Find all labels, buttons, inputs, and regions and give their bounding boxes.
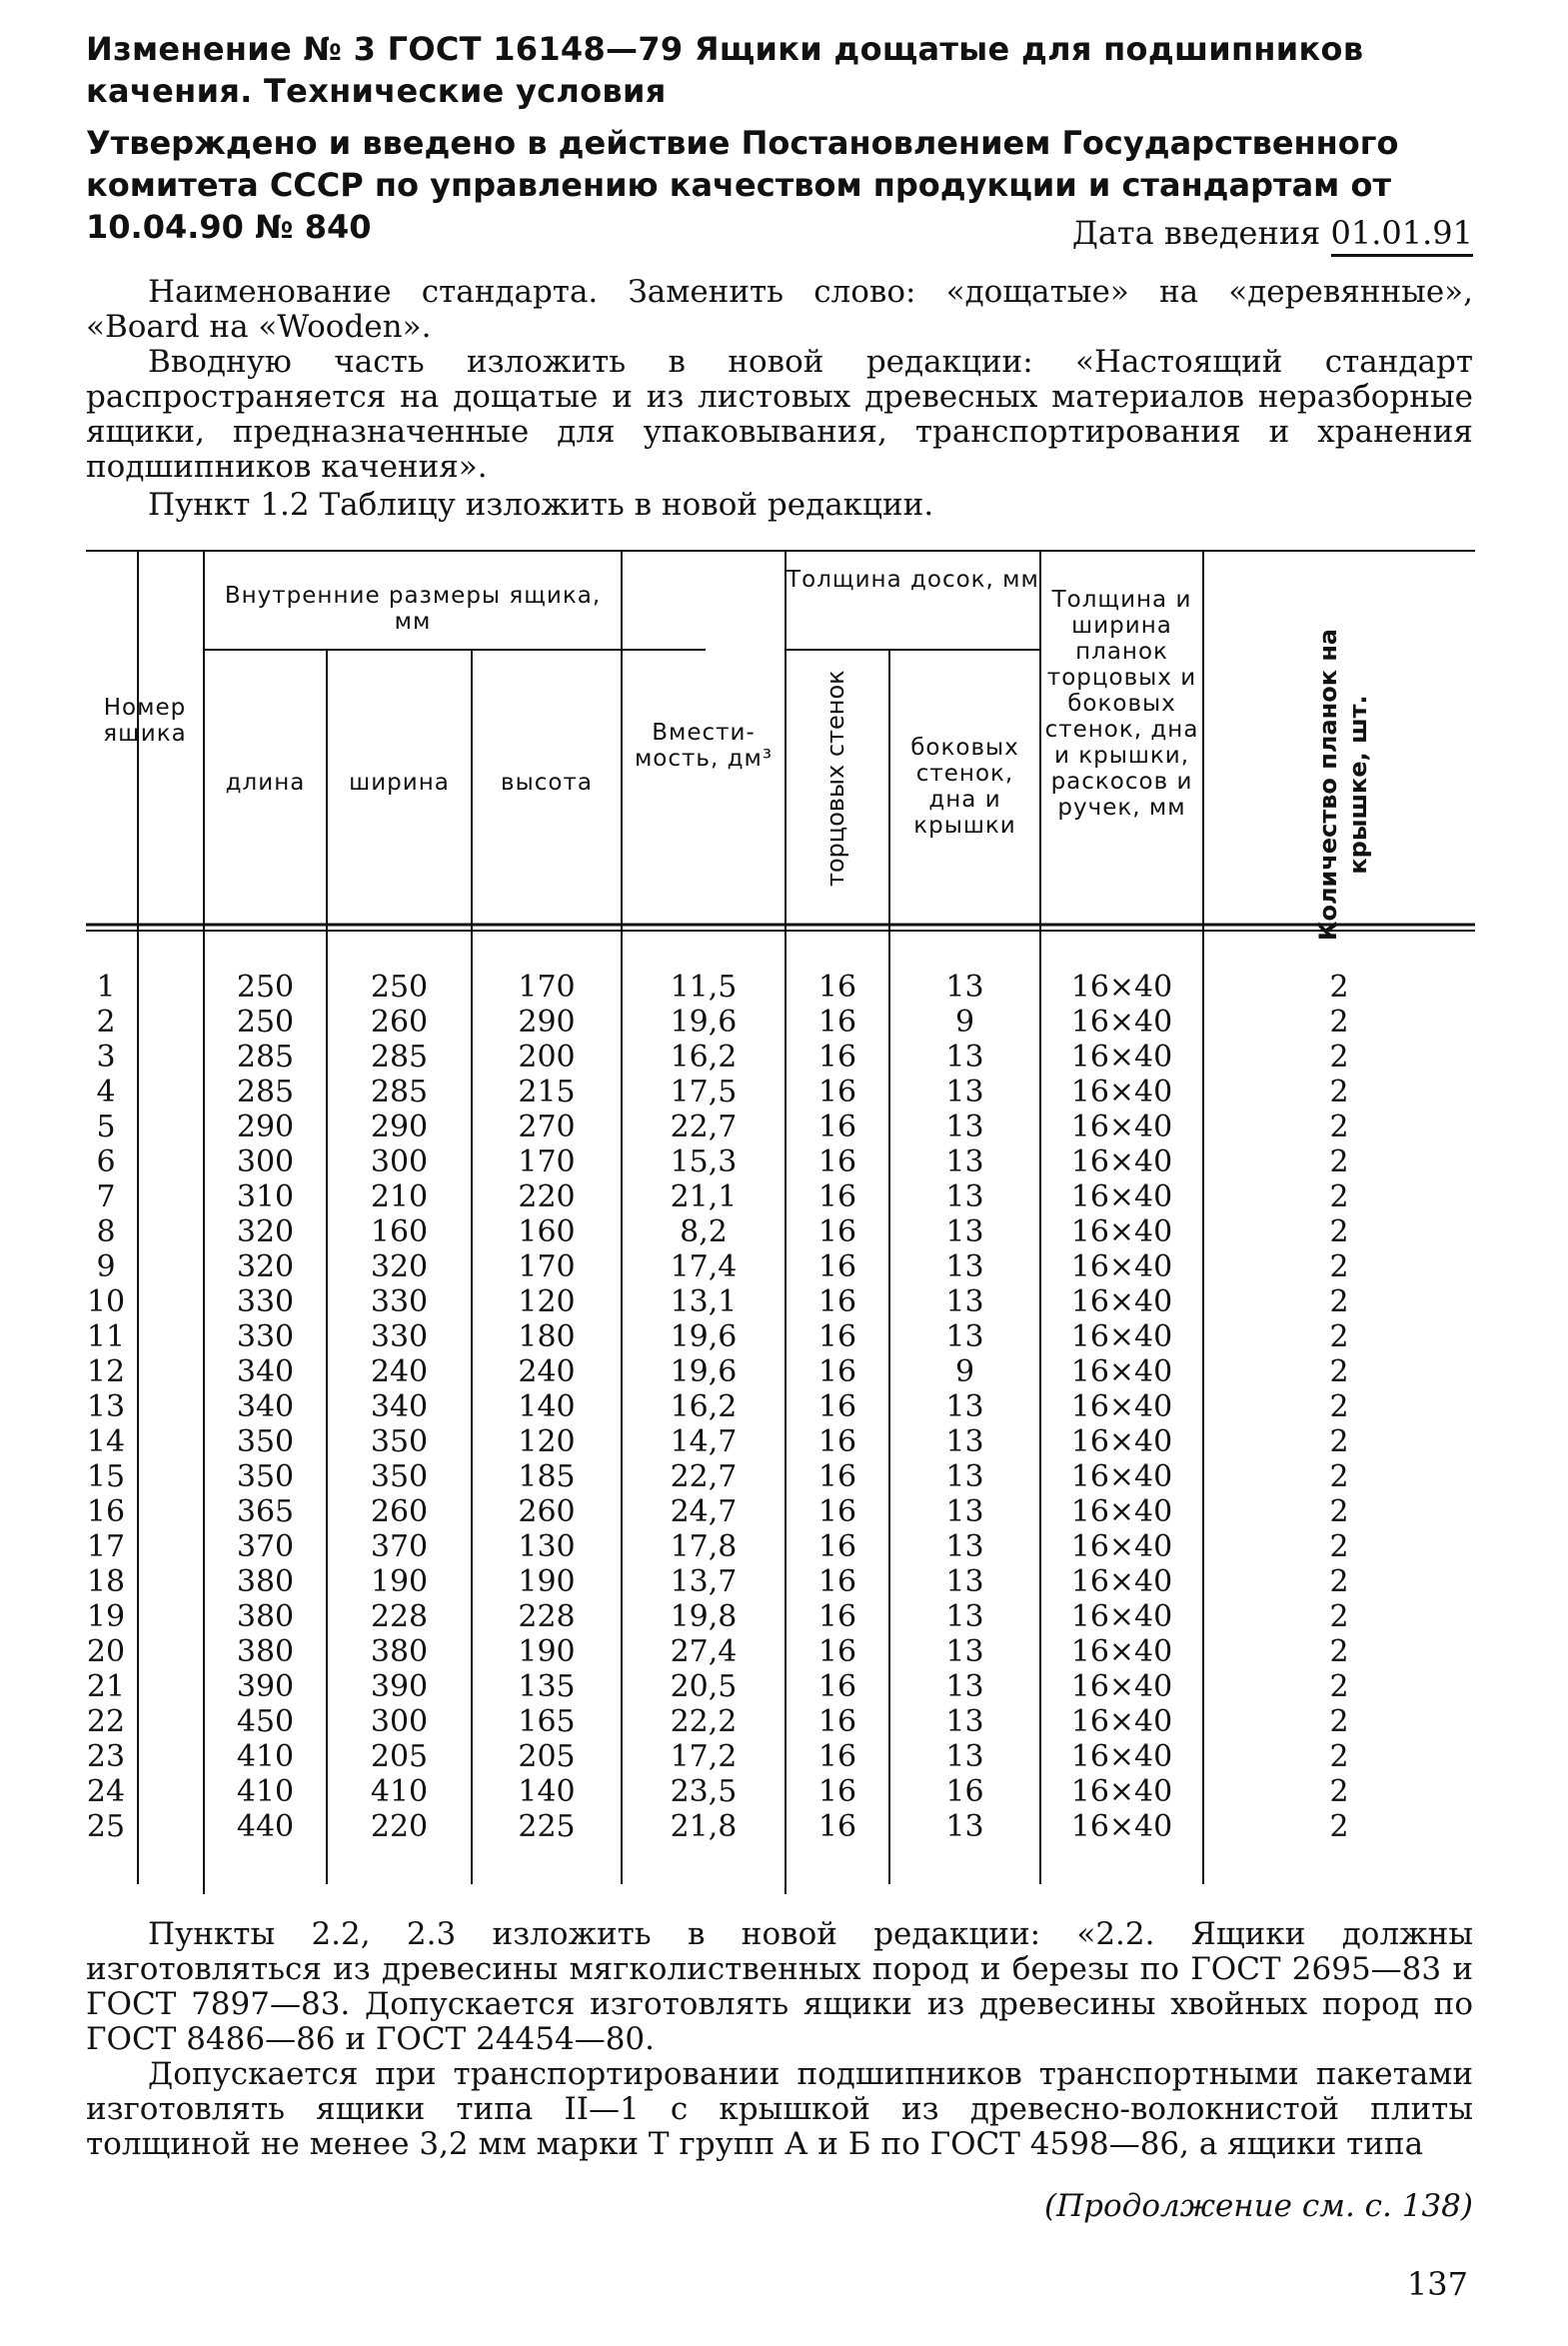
table-row	[86, 1739, 1475, 1774]
cell-end-walls: 16	[817, 1809, 857, 1844]
cell-number: 8	[96, 1214, 116, 1249]
cell-end-walls: 16	[817, 1284, 857, 1319]
cell-number: 3	[96, 1040, 116, 1075]
cell-side-walls: 13	[945, 1494, 984, 1529]
cell-length: 250	[236, 970, 295, 1005]
cell-capacity: 27,4	[670, 1634, 738, 1669]
cell-number: 20	[86, 1634, 126, 1669]
cell-plank-count: 2	[1329, 1564, 1349, 1599]
table-row	[86, 1249, 1475, 1284]
cell-end-walls: 16	[817, 1529, 857, 1564]
cell-capacity: 22,7	[670, 1110, 738, 1145]
cell-width: 340	[370, 1389, 429, 1424]
cell-end-walls: 16	[817, 1075, 857, 1110]
cell-plank-count: 2	[1329, 1459, 1349, 1494]
paragraph-name-change: Наименование стандарта. Заменить слово: «дощатые» на «деревянные», «Board на «Wooden».	[86, 274, 1473, 345]
cell-side-walls: 13	[945, 1809, 984, 1844]
table-row	[86, 1075, 1475, 1110]
cell-length: 350	[236, 1459, 295, 1494]
cell-width: 410	[370, 1774, 429, 1809]
table-row	[86, 1389, 1475, 1424]
cell-length: 250	[236, 1005, 295, 1040]
cell-number: 9	[96, 1249, 116, 1284]
table-body	[86, 970, 1475, 1844]
paragraph-transport: Допускается при транспортировании подшипников транспортными пакетами изготовлять ящики типа II—1 с крышкой из древесно-волокнистой плиты толщиной не менее 3,2 мм марки Т групп А и Б по ГОСТ 4598—86, а ящики типа	[86, 2056, 1473, 2162]
cell-plank-count: 2	[1329, 1774, 1349, 1809]
cell-height: 228	[518, 1599, 576, 1634]
cell-plank-count: 2	[1329, 970, 1349, 1005]
cell-capacity: 21,8	[670, 1809, 738, 1844]
cell-number: 11	[86, 1319, 126, 1354]
cell-height: 220	[518, 1179, 576, 1214]
cell-plank-count: 2	[1329, 1809, 1349, 1844]
cell-end-walls: 16	[817, 1040, 857, 1075]
cell-height: 170	[518, 970, 576, 1005]
cell-length: 380	[236, 1634, 295, 1669]
cell-capacity: 19,6	[670, 1354, 738, 1389]
table-row	[86, 1040, 1475, 1075]
cell-length: 340	[236, 1389, 295, 1424]
cell-length: 300	[236, 1145, 295, 1179]
cell-end-walls: 16	[817, 1459, 857, 1494]
cell-end-walls: 16	[817, 970, 857, 1005]
cell-side-walls: 13	[945, 1284, 984, 1319]
cell-side-walls: 13	[945, 1145, 984, 1179]
cell-length: 290	[236, 1110, 295, 1145]
header-side-walls: боковых стенок, дна и крышки	[910, 735, 1019, 839]
table-row	[86, 1774, 1475, 1809]
cell-plank-count: 2	[1329, 1669, 1349, 1704]
paragraph-intro: Вводную часть изложить в новой редакции: «Настоящий стандарт распространяется на дощатые и из листовых древесных материалов неразборные ящики, предназначенные для упаковывания, транспортирования и хранения подшипников качения».	[86, 344, 1473, 485]
cell-length: 285	[236, 1075, 295, 1110]
cell-length: 390	[236, 1669, 295, 1704]
cell-number: 16	[86, 1494, 126, 1529]
cell-number: 7	[96, 1179, 116, 1214]
header-inner-dims: Внутренние размеры ящика, мм	[224, 583, 602, 635]
cell-number: 12	[86, 1354, 126, 1389]
cell-end-walls: 16	[817, 1704, 857, 1739]
cell-side-walls: 9	[954, 1005, 975, 1040]
cell-height: 170	[518, 1249, 576, 1284]
cell-height: 135	[518, 1669, 576, 1704]
paragraph-points: Пункты 2.2, 2.3 изложить в новой редакции: «2.2. Ящики должны изготовляться из древесины мягколиственных пород и березы по ГОСТ 2695—83 и ГОСТ 7897—83. Допускается изготовлять ящики из древесины хвойных пород по ГОСТ 8486—86 и ГОСТ 24454—80.	[86, 1916, 1473, 2057]
cell-side-walls: 13	[945, 1040, 984, 1075]
cell-side-walls: 13	[945, 970, 984, 1005]
cell-capacity: 11,5	[670, 970, 738, 1005]
cell-end-walls: 16	[817, 1214, 857, 1249]
cell-plank-size: 16×40	[1070, 1214, 1173, 1249]
cell-height: 185	[518, 1459, 576, 1494]
cell-width: 285	[370, 1040, 429, 1075]
cell-width: 220	[370, 1809, 429, 1844]
cell-width: 350	[370, 1424, 429, 1459]
cell-length: 410	[236, 1739, 295, 1774]
cell-plank-count: 2	[1329, 1005, 1349, 1040]
cell-plank-size: 16×40	[1070, 1774, 1173, 1809]
cell-plank-count: 2	[1329, 1704, 1349, 1739]
cell-width: 285	[370, 1075, 429, 1110]
header-capacity: Вмести-мость, дм³	[634, 720, 774, 772]
cell-end-walls: 16	[817, 1249, 857, 1284]
cell-width: 160	[370, 1214, 429, 1249]
cell-number: 4	[96, 1075, 116, 1110]
cell-plank-size: 16×40	[1070, 1249, 1173, 1284]
cell-length: 350	[236, 1424, 295, 1459]
cell-length: 285	[236, 1040, 295, 1075]
cell-plank-size: 16×40	[1070, 1564, 1173, 1599]
cell-length: 450	[236, 1704, 295, 1739]
cell-number: 5	[96, 1110, 116, 1145]
cell-plank-size: 16×40	[1070, 1319, 1173, 1354]
cell-height: 120	[518, 1424, 576, 1459]
cell-length: 330	[236, 1319, 295, 1354]
table-row	[86, 1424, 1475, 1459]
cell-capacity: 13,1	[670, 1284, 738, 1319]
table-row	[86, 1459, 1475, 1494]
cell-side-walls: 13	[945, 1599, 984, 1634]
cell-height: 180	[518, 1319, 576, 1354]
cell-height: 165	[518, 1704, 576, 1739]
cell-plank-count: 2	[1329, 1249, 1349, 1284]
cell-plank-count: 2	[1329, 1599, 1349, 1634]
cell-width: 205	[370, 1739, 429, 1774]
cell-number: 18	[86, 1564, 126, 1599]
table-row	[86, 1494, 1475, 1529]
table-row	[86, 1214, 1475, 1249]
cell-number: 17	[86, 1529, 126, 1564]
approval-statement: Утверждено и введено в действие Постановлением Государственного комитета СССР по управлению качеством продукции и стандартам от 10.04.90 № 840	[86, 124, 1399, 246]
cell-plank-count: 2	[1329, 1389, 1349, 1424]
cell-end-walls: 16	[817, 1389, 857, 1424]
date-value: 01.01.91	[1331, 214, 1474, 257]
table-row	[86, 1599, 1475, 1634]
cell-plank-size: 16×40	[1070, 1284, 1173, 1319]
cell-plank-count: 2	[1329, 1529, 1349, 1564]
cell-plank-count: 2	[1329, 1424, 1349, 1459]
cell-plank-size: 16×40	[1070, 1145, 1173, 1179]
cell-capacity: 8,2	[680, 1214, 728, 1249]
cell-capacity: 15,3	[670, 1145, 738, 1179]
cell-end-walls: 16	[817, 1774, 857, 1809]
cell-capacity: 17,2	[670, 1739, 738, 1774]
cell-number: 22	[86, 1704, 126, 1739]
cell-number: 10	[86, 1284, 126, 1319]
cell-side-walls: 16	[945, 1774, 984, 1809]
cell-height: 205	[518, 1739, 576, 1774]
cell-plank-count: 2	[1329, 1284, 1349, 1319]
cell-number: 13	[86, 1389, 126, 1424]
cell-capacity: 19,6	[670, 1319, 738, 1354]
cell-height: 140	[518, 1389, 576, 1424]
cell-end-walls: 16	[817, 1179, 857, 1214]
cell-plank-count: 2	[1329, 1179, 1349, 1214]
cell-width: 300	[370, 1145, 429, 1179]
table-row	[86, 1179, 1475, 1214]
cell-end-walls: 16	[817, 1634, 857, 1669]
cell-plank-size: 16×40	[1070, 1354, 1173, 1389]
cell-plank-size: 16×40	[1070, 1005, 1173, 1040]
cell-width: 390	[370, 1669, 429, 1704]
cell-side-walls: 13	[945, 1319, 984, 1354]
cell-end-walls: 16	[817, 1494, 857, 1529]
cell-plank-size: 16×40	[1070, 1075, 1173, 1110]
cell-height: 130	[518, 1529, 576, 1564]
cell-side-walls: 13	[945, 1424, 984, 1459]
cell-capacity: 21,1	[670, 1179, 738, 1214]
cell-width: 210	[370, 1179, 429, 1214]
table-row	[86, 1319, 1475, 1354]
header-plank: Толщина и ширина планок торцовых и боковых стенок, дна и крышки, раскосов и ручек, мм	[1044, 587, 1199, 821]
cell-width: 190	[370, 1564, 429, 1599]
cell-length: 380	[236, 1564, 295, 1599]
cell-plank-count: 2	[1329, 1634, 1349, 1669]
header-height: высота	[501, 770, 593, 796]
cell-height: 190	[518, 1634, 576, 1669]
table-row	[86, 1145, 1475, 1179]
cell-length: 340	[236, 1354, 295, 1389]
header-width: ширина	[349, 770, 450, 796]
cell-length: 330	[236, 1284, 295, 1319]
page-number: 137	[1406, 2265, 1468, 2303]
cell-side-walls: 13	[945, 1564, 984, 1599]
cell-number: 1	[96, 970, 116, 1005]
cell-number: 14	[86, 1424, 126, 1459]
cell-plank-size: 16×40	[1070, 1599, 1173, 1634]
cell-side-walls: 13	[945, 1529, 984, 1564]
cell-end-walls: 16	[817, 1354, 857, 1389]
cell-plank-count: 2	[1329, 1075, 1349, 1110]
cell-end-walls: 16	[817, 1564, 857, 1599]
cell-height: 290	[518, 1005, 576, 1040]
cell-capacity: 14,7	[670, 1424, 738, 1459]
document-title: Изменение № 3 ГОСТ 16148—79 Ящики дощатые для подшипников качения. Технические условия	[86, 30, 1364, 110]
cell-capacity: 19,6	[670, 1005, 738, 1040]
cell-plank-count: 2	[1329, 1739, 1349, 1774]
cell-side-walls: 13	[945, 1179, 984, 1214]
cell-plank-count: 2	[1329, 1214, 1349, 1249]
cell-capacity: 19,8	[670, 1599, 738, 1634]
cell-end-walls: 16	[817, 1739, 857, 1774]
cell-plank-count: 2	[1329, 1040, 1349, 1075]
cell-height: 215	[518, 1075, 576, 1110]
cell-end-walls: 16	[817, 1005, 857, 1040]
cell-width: 380	[370, 1634, 429, 1669]
cell-width: 240	[370, 1354, 429, 1389]
cell-plank-size: 16×40	[1070, 1389, 1173, 1424]
paragraph-table-note: Пункт 1.2 Таблицу изложить в новой редакции.	[148, 487, 934, 523]
date-label: Дата введения	[1071, 214, 1321, 252]
header-board-thickness: Толщина досок, мм	[786, 567, 1039, 593]
cell-capacity: 16,2	[670, 1389, 738, 1424]
cell-capacity: 17,8	[670, 1529, 738, 1564]
header-plank-count: Количество планок на крышке, шт.	[1314, 628, 1372, 942]
cell-end-walls: 16	[817, 1145, 857, 1179]
continuation-note: (Продолжение см. с. 138)	[1044, 2188, 1473, 2224]
cell-capacity: 22,2	[670, 1704, 738, 1739]
cell-plank-size: 16×40	[1070, 1809, 1173, 1844]
cell-width: 260	[370, 1494, 429, 1529]
cell-height: 160	[518, 1214, 576, 1249]
cell-width: 350	[370, 1459, 429, 1494]
cell-number: 21	[86, 1669, 126, 1704]
cell-height: 170	[518, 1145, 576, 1179]
cell-capacity: 20,5	[670, 1669, 738, 1704]
cell-capacity: 17,4	[670, 1249, 738, 1284]
cell-side-walls: 13	[945, 1739, 984, 1774]
table-row	[86, 1809, 1475, 1844]
cell-number: 6	[96, 1145, 116, 1179]
cell-plank-size: 16×40	[1070, 1110, 1173, 1145]
cell-height: 200	[518, 1040, 576, 1075]
cell-plank-size: 16×40	[1070, 1634, 1173, 1669]
cell-side-walls: 13	[945, 1214, 984, 1249]
table-row	[86, 1005, 1475, 1040]
table-row	[86, 970, 1475, 1005]
table-row	[86, 1354, 1475, 1389]
cell-plank-size: 16×40	[1070, 970, 1173, 1005]
header-number: Номер ящика	[103, 695, 187, 747]
cell-length: 320	[236, 1249, 295, 1284]
cell-height: 240	[518, 1354, 576, 1389]
cell-number: 2	[96, 1005, 116, 1040]
cell-length: 380	[236, 1599, 295, 1634]
cell-side-walls: 9	[954, 1354, 975, 1389]
cell-width: 228	[370, 1599, 429, 1634]
cell-height: 260	[518, 1494, 576, 1529]
cell-length: 310	[236, 1179, 295, 1214]
table-row	[86, 1634, 1475, 1669]
cell-number: 19	[86, 1599, 126, 1634]
cell-width: 320	[370, 1249, 429, 1284]
cell-plank-count: 2	[1329, 1354, 1349, 1389]
cell-plank-size: 16×40	[1070, 1494, 1173, 1529]
cell-side-walls: 13	[945, 1459, 984, 1494]
cell-plank-count: 2	[1329, 1145, 1349, 1179]
cell-plank-size: 16×40	[1070, 1739, 1173, 1774]
cell-side-walls: 13	[945, 1634, 984, 1669]
cell-plank-count: 2	[1329, 1494, 1349, 1529]
cell-capacity: 16,2	[670, 1040, 738, 1075]
cell-plank-count: 2	[1329, 1110, 1349, 1145]
cell-height: 225	[518, 1809, 576, 1844]
cell-width: 330	[370, 1284, 429, 1319]
cell-capacity: 13,7	[670, 1564, 738, 1599]
cell-side-walls: 13	[945, 1075, 984, 1110]
cell-width: 250	[370, 970, 429, 1005]
cell-end-walls: 16	[817, 1110, 857, 1145]
cell-plank-size: 16×40	[1070, 1669, 1173, 1704]
cell-end-walls: 16	[817, 1669, 857, 1704]
cell-width: 330	[370, 1319, 429, 1354]
cell-plank-size: 16×40	[1070, 1529, 1173, 1564]
boxes-table	[86, 545, 1475, 1904]
cell-height: 140	[518, 1774, 576, 1809]
cell-side-walls: 13	[945, 1669, 984, 1704]
cell-end-walls: 16	[817, 1599, 857, 1634]
cell-plank-size: 16×40	[1070, 1040, 1173, 1075]
cell-side-walls: 13	[945, 1389, 984, 1424]
cell-length: 410	[236, 1774, 295, 1809]
cell-end-walls: 16	[817, 1424, 857, 1459]
cell-capacity: 23,5	[670, 1774, 738, 1809]
cell-side-walls: 13	[945, 1249, 984, 1284]
table-row	[86, 1564, 1475, 1599]
cell-length: 440	[236, 1809, 295, 1844]
cell-height: 120	[518, 1284, 576, 1319]
cell-number: 24	[86, 1774, 126, 1809]
cell-length: 370	[236, 1529, 295, 1564]
table-row	[86, 1704, 1475, 1739]
cell-end-walls: 16	[817, 1319, 857, 1354]
cell-capacity: 22,7	[670, 1459, 738, 1494]
cell-number: 25	[86, 1809, 126, 1844]
cell-plank-size: 16×40	[1070, 1459, 1173, 1494]
cell-plank-size: 16×40	[1070, 1424, 1173, 1459]
cell-number: 23	[86, 1739, 126, 1774]
cell-side-walls: 13	[945, 1704, 984, 1739]
cell-width: 370	[370, 1529, 429, 1564]
cell-width: 290	[370, 1110, 429, 1145]
cell-capacity: 24,7	[670, 1494, 738, 1529]
cell-height: 270	[518, 1110, 576, 1145]
cell-number: 15	[86, 1459, 126, 1494]
header-end-walls: торцовых стенок	[821, 670, 849, 887]
cell-plank-size: 16×40	[1070, 1704, 1173, 1739]
table-row	[86, 1284, 1475, 1319]
header-length: длина	[225, 770, 306, 796]
cell-length: 365	[236, 1494, 295, 1529]
cell-capacity: 17,5	[670, 1075, 738, 1110]
cell-side-walls: 13	[945, 1110, 984, 1145]
cell-plank-size: 16×40	[1070, 1179, 1173, 1214]
table-row	[86, 1669, 1475, 1704]
table-row	[86, 1110, 1475, 1145]
cell-plank-count: 2	[1329, 1319, 1349, 1354]
cell-width: 300	[370, 1704, 429, 1739]
cell-width: 260	[370, 1005, 429, 1040]
cell-length: 320	[236, 1214, 295, 1249]
effective-date	[1072, 212, 1473, 254]
cell-height: 190	[518, 1564, 576, 1599]
table-row	[86, 1529, 1475, 1564]
